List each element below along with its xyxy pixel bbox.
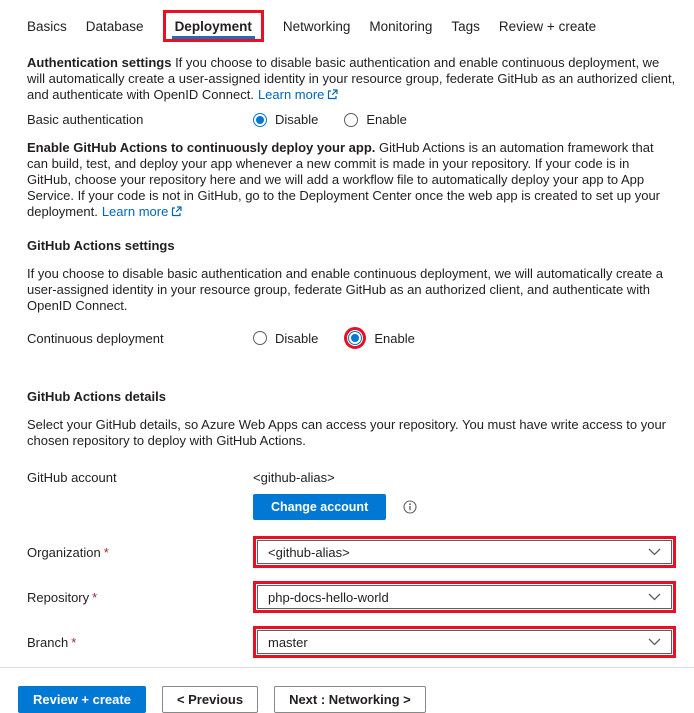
github-actions-details-description: Select your GitHub details, so Azure Web Apps can access your repository. You must have write access to your chosen repository to deploy with GitHub Actions.	[27, 417, 666, 448]
basic-authentication-radio-group	[253, 112, 407, 127]
tab-monitoring[interactable]: Monitoring	[369, 18, 433, 34]
organization-dropdown[interactable]	[257, 540, 672, 564]
enable-radio-annotation-circle	[344, 327, 366, 349]
gha-learn-more-link[interactable]: Learn more	[101, 204, 169, 219]
organization-row	[27, 536, 676, 568]
github-actions-intro	[27, 140, 676, 220]
basic-auth-disable-radio[interactable]	[253, 112, 318, 127]
auth-learn-more-link[interactable]: Learn more	[257, 87, 325, 102]
continuous-deploy-enable-radio[interactable]	[344, 327, 414, 349]
authentication-settings-text: If you choose to disable basic authentication and enable continuous deployment, we will automatically create a user-assigned identity in your resource group, federate GitHub as an authorized client, and authenticate with OpenID Connect.	[27, 55, 676, 102]
deployment-tab-content	[0, 42, 694, 658]
tab-basics[interactable]: Basics	[27, 18, 67, 34]
review-create-button[interactable]: Review + create	[18, 686, 146, 713]
tab-review-create[interactable]: Review + create	[498, 18, 597, 34]
authentication-settings-description	[27, 55, 676, 103]
branch-row	[27, 626, 676, 658]
basic-authentication-row	[27, 112, 676, 127]
next-networking-button[interactable]: Next : Networking >	[274, 686, 426, 713]
footer-button-bar	[0, 668, 694, 713]
github-actions-details-heading: GitHub Actions details	[27, 389, 166, 404]
repository-row	[27, 581, 676, 613]
chevron-down-icon	[648, 593, 661, 601]
basic-auth-disable-label: Disable	[275, 112, 319, 127]
wizard-tab-bar	[0, 0, 694, 42]
github-actions-intro-lead: Enable GitHub Actions to continuously deploy your app.	[27, 140, 376, 155]
required-asterisk: *	[92, 589, 98, 605]
organization-annotation-box	[253, 536, 676, 568]
basic-authentication-label: Basic authentication	[27, 112, 144, 127]
branch-annotation-box	[253, 626, 676, 658]
branch-dropdown[interactable]	[257, 630, 672, 654]
continuous-deploy-disable-label: Disable	[275, 330, 319, 346]
github-account-label: GitHub account	[27, 470, 117, 485]
github-account-control	[253, 470, 417, 520]
radio-selected-icon	[253, 113, 267, 127]
external-link-icon	[171, 206, 182, 217]
github-actions-intro-text: GitHub Actions is an automation framework that can build, test, and deploy your app whenever a new commit is made in your repository. If your code is in GitHub, choose your repository here and we will add a workflow file to automatically deploy your app to App Service. If your code is not in GitHub, go to the Deployment Center once the web app is created to set up your deployment.	[27, 140, 661, 219]
branch-selected-value: master	[268, 634, 308, 650]
change-account-button-row	[253, 494, 417, 520]
tab-database[interactable]: Database	[85, 18, 144, 34]
radio-unselected-icon	[344, 113, 358, 127]
info-icon[interactable]	[403, 500, 417, 514]
repository-selected-value: php-docs-hello-world	[268, 589, 389, 605]
tab-tags[interactable]: Tags	[451, 18, 480, 34]
basic-auth-enable-radio[interactable]	[344, 112, 406, 127]
continuous-deployment-label: Continuous deployment	[27, 330, 164, 346]
chevron-down-icon	[648, 548, 661, 556]
continuous-deploy-disable-radio[interactable]	[253, 331, 318, 346]
repository-label: Repository *	[27, 589, 98, 605]
basic-auth-enable-label: Enable	[366, 112, 407, 127]
continuous-deployment-radio-group	[253, 327, 415, 349]
radio-unselected-icon	[253, 331, 267, 345]
deployment-tab-annotation-box	[163, 10, 264, 42]
github-account-value: <github-alias>	[253, 470, 335, 485]
github-actions-settings-heading: GitHub Actions settings	[27, 238, 175, 253]
previous-button[interactable]: < Previous	[162, 686, 258, 713]
tab-deployment[interactable]: Deployment	[175, 19, 252, 39]
tab-networking[interactable]: Networking	[282, 18, 351, 34]
github-account-row	[27, 470, 676, 520]
github-actions-settings-description: If you choose to disable basic authentication and enable continuous deployment, we will automatically create a user-assigned identity in your resource group, federate GitHub as an authorized client, and authenticate with OpenID Connect.	[27, 266, 663, 313]
branch-label: Branch *	[27, 634, 77, 650]
organization-selected-value: <github-alias>	[268, 544, 350, 560]
external-link-icon	[327, 89, 338, 100]
chevron-down-icon	[648, 638, 661, 646]
continuous-deploy-enable-label: Enable	[374, 330, 415, 346]
authentication-settings-lead: Authentication settings	[27, 55, 172, 70]
radio-selected-icon	[348, 331, 362, 345]
repository-annotation-box	[253, 581, 676, 613]
organization-label: Organization *	[27, 544, 109, 560]
continuous-deployment-row	[27, 327, 676, 349]
required-asterisk: *	[103, 544, 109, 560]
change-account-button[interactable]: Change account	[253, 494, 386, 520]
repository-dropdown[interactable]	[257, 585, 672, 609]
required-asterisk: *	[71, 634, 77, 650]
